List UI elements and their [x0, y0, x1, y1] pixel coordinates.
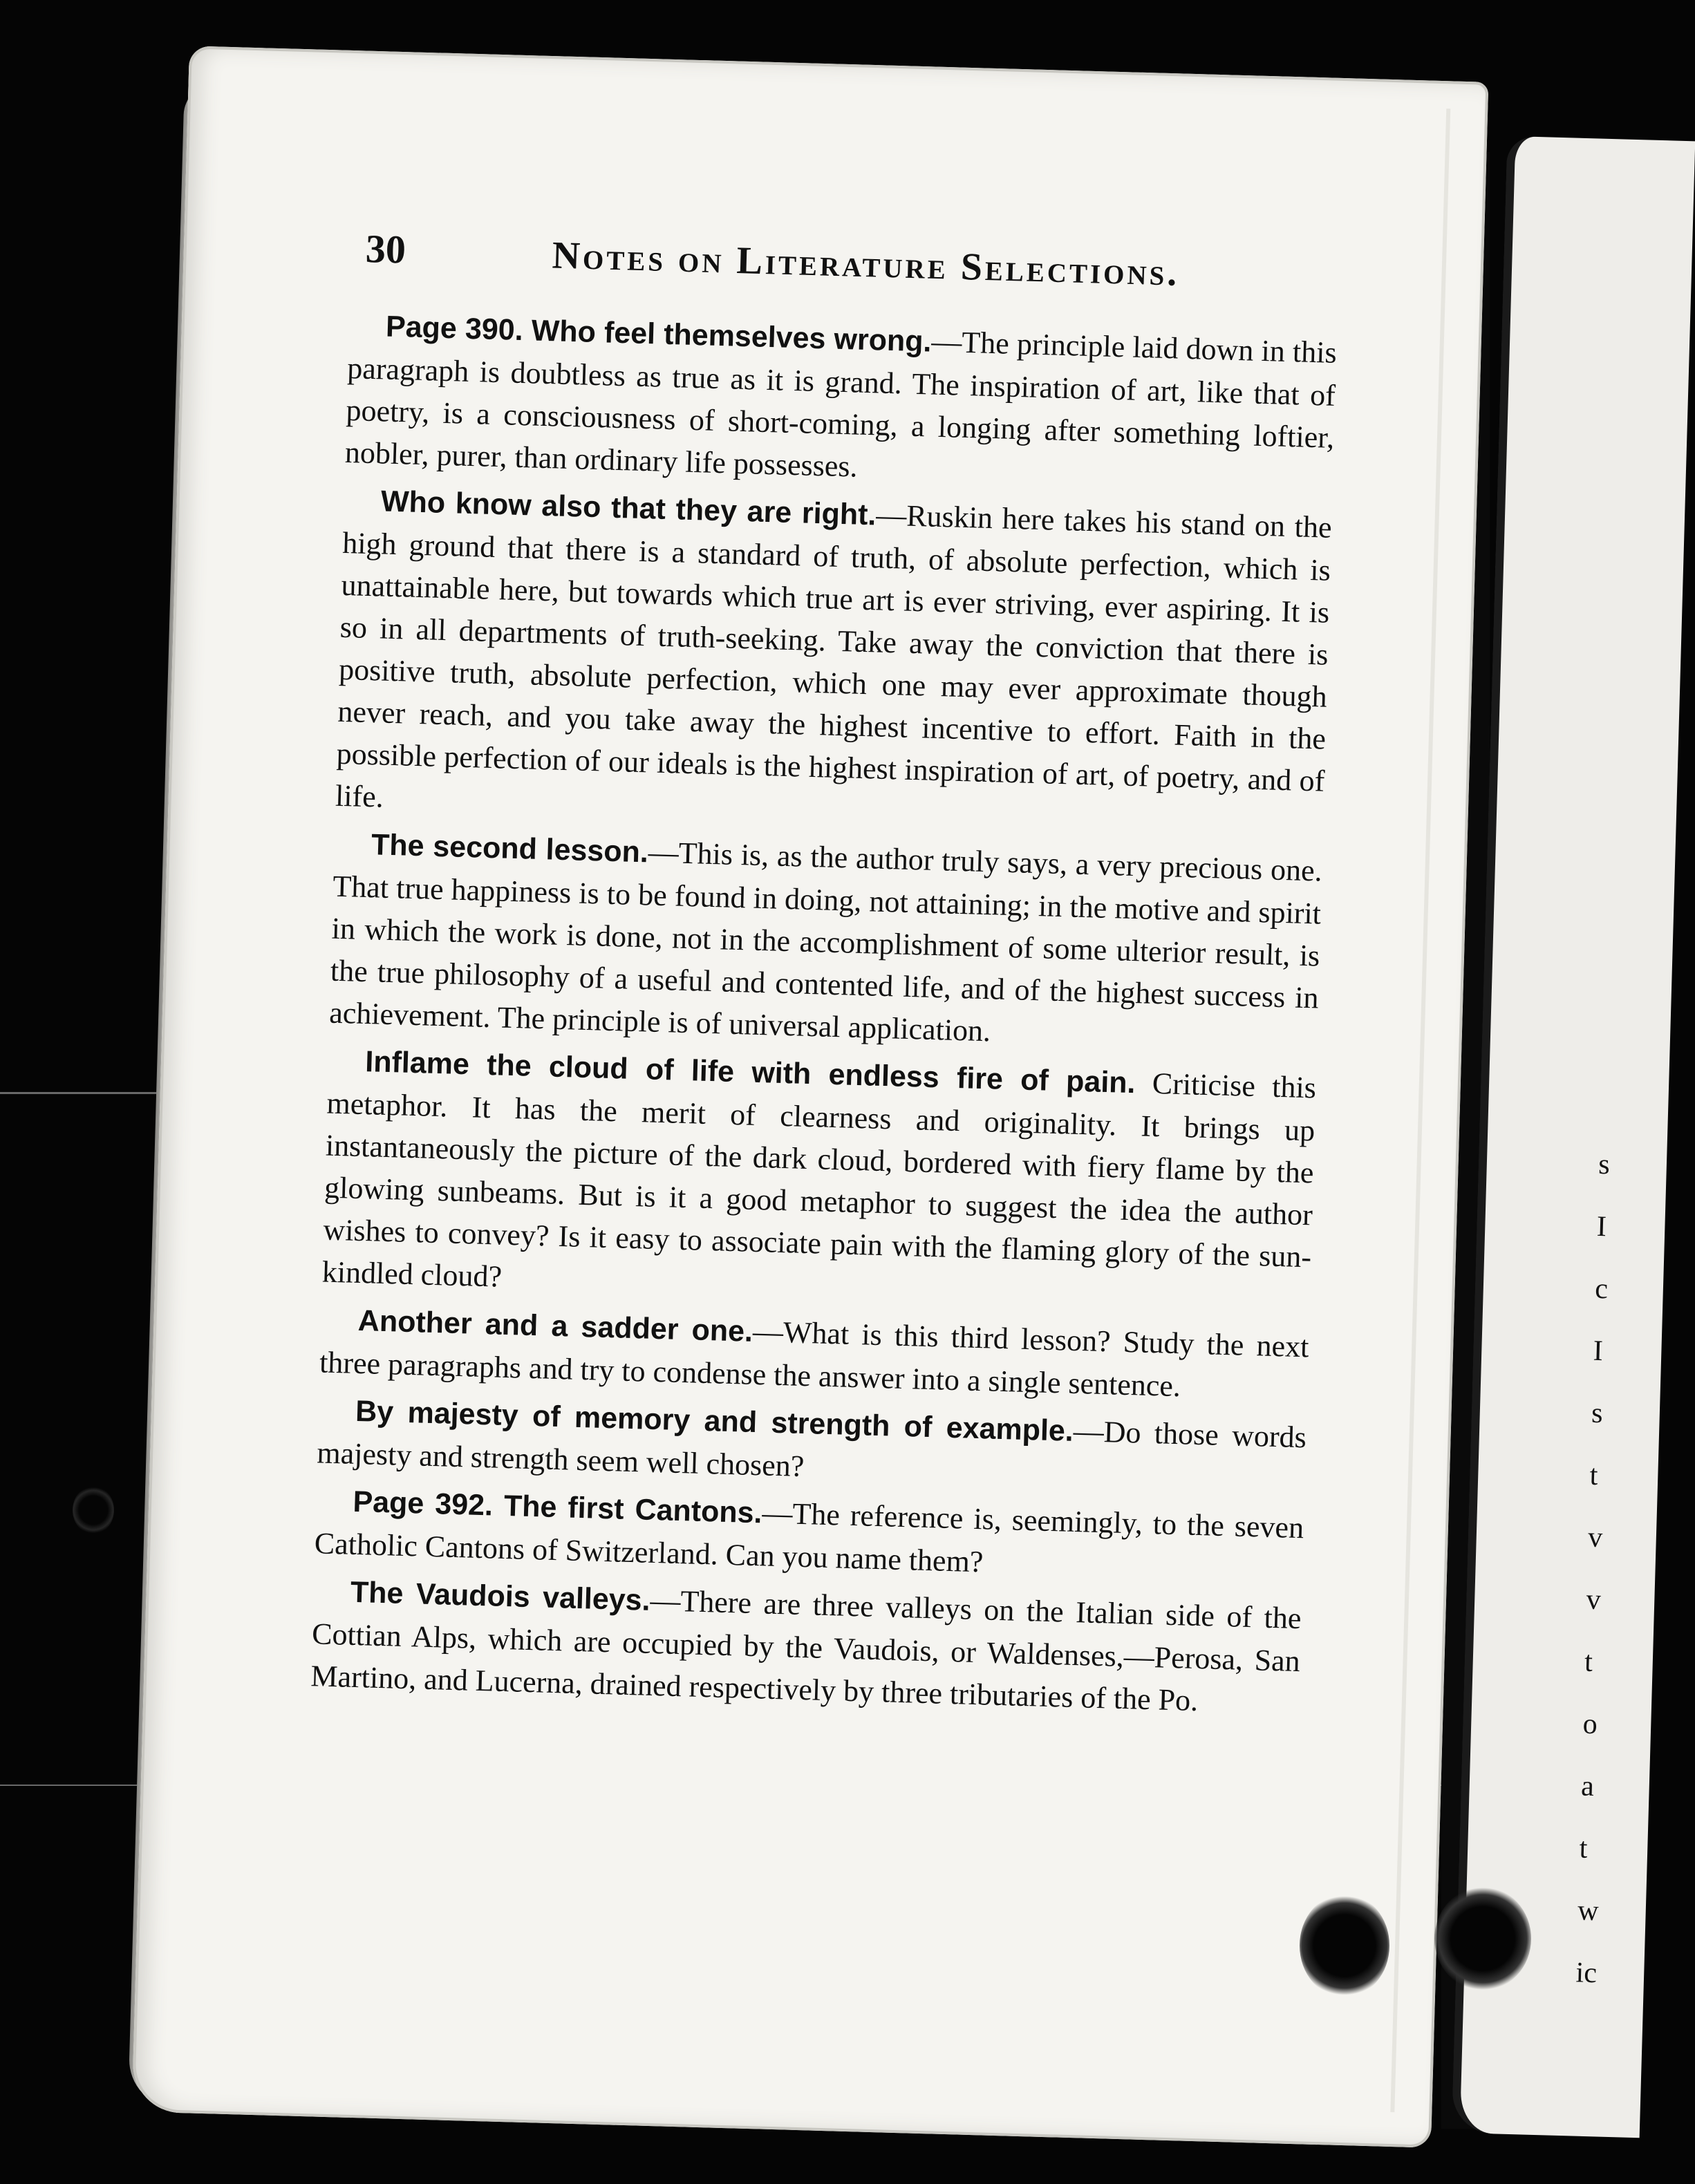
fragment: c [1594, 1272, 1609, 1306]
ink-blot [1434, 1887, 1531, 1990]
fragment: v [1587, 1521, 1603, 1554]
fragment: o [1582, 1708, 1598, 1741]
paragraph [344, 304, 1337, 501]
paragraph-text: Criticise this metaphor. It has the merit of clearness and originality. It brings up instantaneously the picture of the dark cloud, bordered with fiery flame by the glowing sunbeams. But is it a good metaphor to suggest the idea the author wishes to convey? Is it easy to associate pain with the flaming glory of the sun-kindled cloud? [321, 1066, 1317, 1294]
paragraph-lead: The Vaudois valleys. [350, 1575, 651, 1617]
fragment: s [1591, 1397, 1604, 1430]
fragment: v [1586, 1583, 1602, 1617]
fragment: I [1596, 1210, 1607, 1243]
paragraph-lead: Who know also that they are right. [380, 484, 877, 532]
fragment: a [1580, 1770, 1595, 1803]
fragment: I [1593, 1335, 1604, 1368]
paragraph [335, 479, 1332, 845]
paragraph-lead: Page 392. The first Cantons. [352, 1485, 763, 1530]
fragment: t [1589, 1459, 1599, 1492]
running-title: Notes on Literature Selections. [551, 234, 1181, 294]
body-text [310, 304, 1337, 1730]
paragraph-lead: Another and a sadder one. [357, 1303, 753, 1348]
paragraph [321, 1039, 1317, 1321]
paragraph-text: —Ruskin here takes his stand on the high ground that there is a standard of truth, of absolute perfection, which is unattainable here, but towards which true art is ever striving, ever aspiring. It is so in all departments of truth-seeking. Take away the conviction that there is positive truth, absolute perfection, which one may ever approximate though never reach, and you take away the highest incentive to effort. Faith in the possible perfection of our ideals is the highest inspiration of art, of poetry, and of life. [335, 498, 1333, 814]
paragraph [329, 822, 1323, 1062]
fragment: ic [1575, 1957, 1598, 1990]
paragraph [310, 1570, 1302, 1724]
paragraph-text: —There are three valleys on the Italian side of the Cottian Alps, which are occupied by the Vaudois, or Waldenses,—Perosa, San Martino, and Lucerna, drained respectively by three tributaries of the Po. [310, 1583, 1302, 1718]
fragment: t [1579, 1832, 1589, 1865]
ink-blot [73, 1486, 114, 1534]
paragraph-text: —Do those words majesty and strength seem well chosen? [316, 1413, 1307, 1484]
ink-blot [1300, 1894, 1389, 1997]
paragraph-text: —This is, as the author truly says, a very precious one. That true happiness is to be found in doing, not attaining; in the motive and spirit in which the work is done, not in the accomplishment of some ulterior result, is the true philosophy of a useful and contented life, and of the highest success in achievement. The principle is of universal application. [328, 835, 1323, 1048]
paragraph-lead: Inflame the cloud of life with endless fire of pain. [364, 1045, 1136, 1100]
paragraph-lead: The second lesson. [371, 828, 649, 869]
paragraph-text: —The principle laid down in this paragraph is doubtless as true as it is grand. The inspiration of art, like that of poetry, is a consciousness of short-coming, a longing after something loftier, nobler, purer, than ordinary life possesses. [344, 324, 1338, 484]
paragraph-lead: By majesty of memory and strength of example. [355, 1394, 1074, 1448]
paragraph-lead: Page 390. Who feel themselves wrong. [385, 310, 933, 359]
fragment: t [1584, 1646, 1593, 1678]
paragraph-text: —The reference is, seemingly, to the seven Catholic Cantons of Switzerland. Can you name them? [314, 1496, 1304, 1579]
paragraph-text: —What is this third lesson? Study the next three paragraphs and try to condense the answer into a single sentence. [319, 1314, 1310, 1404]
fragment: s [1598, 1148, 1611, 1181]
fragment: w [1577, 1894, 1600, 1928]
page-number: 30 [364, 225, 406, 272]
